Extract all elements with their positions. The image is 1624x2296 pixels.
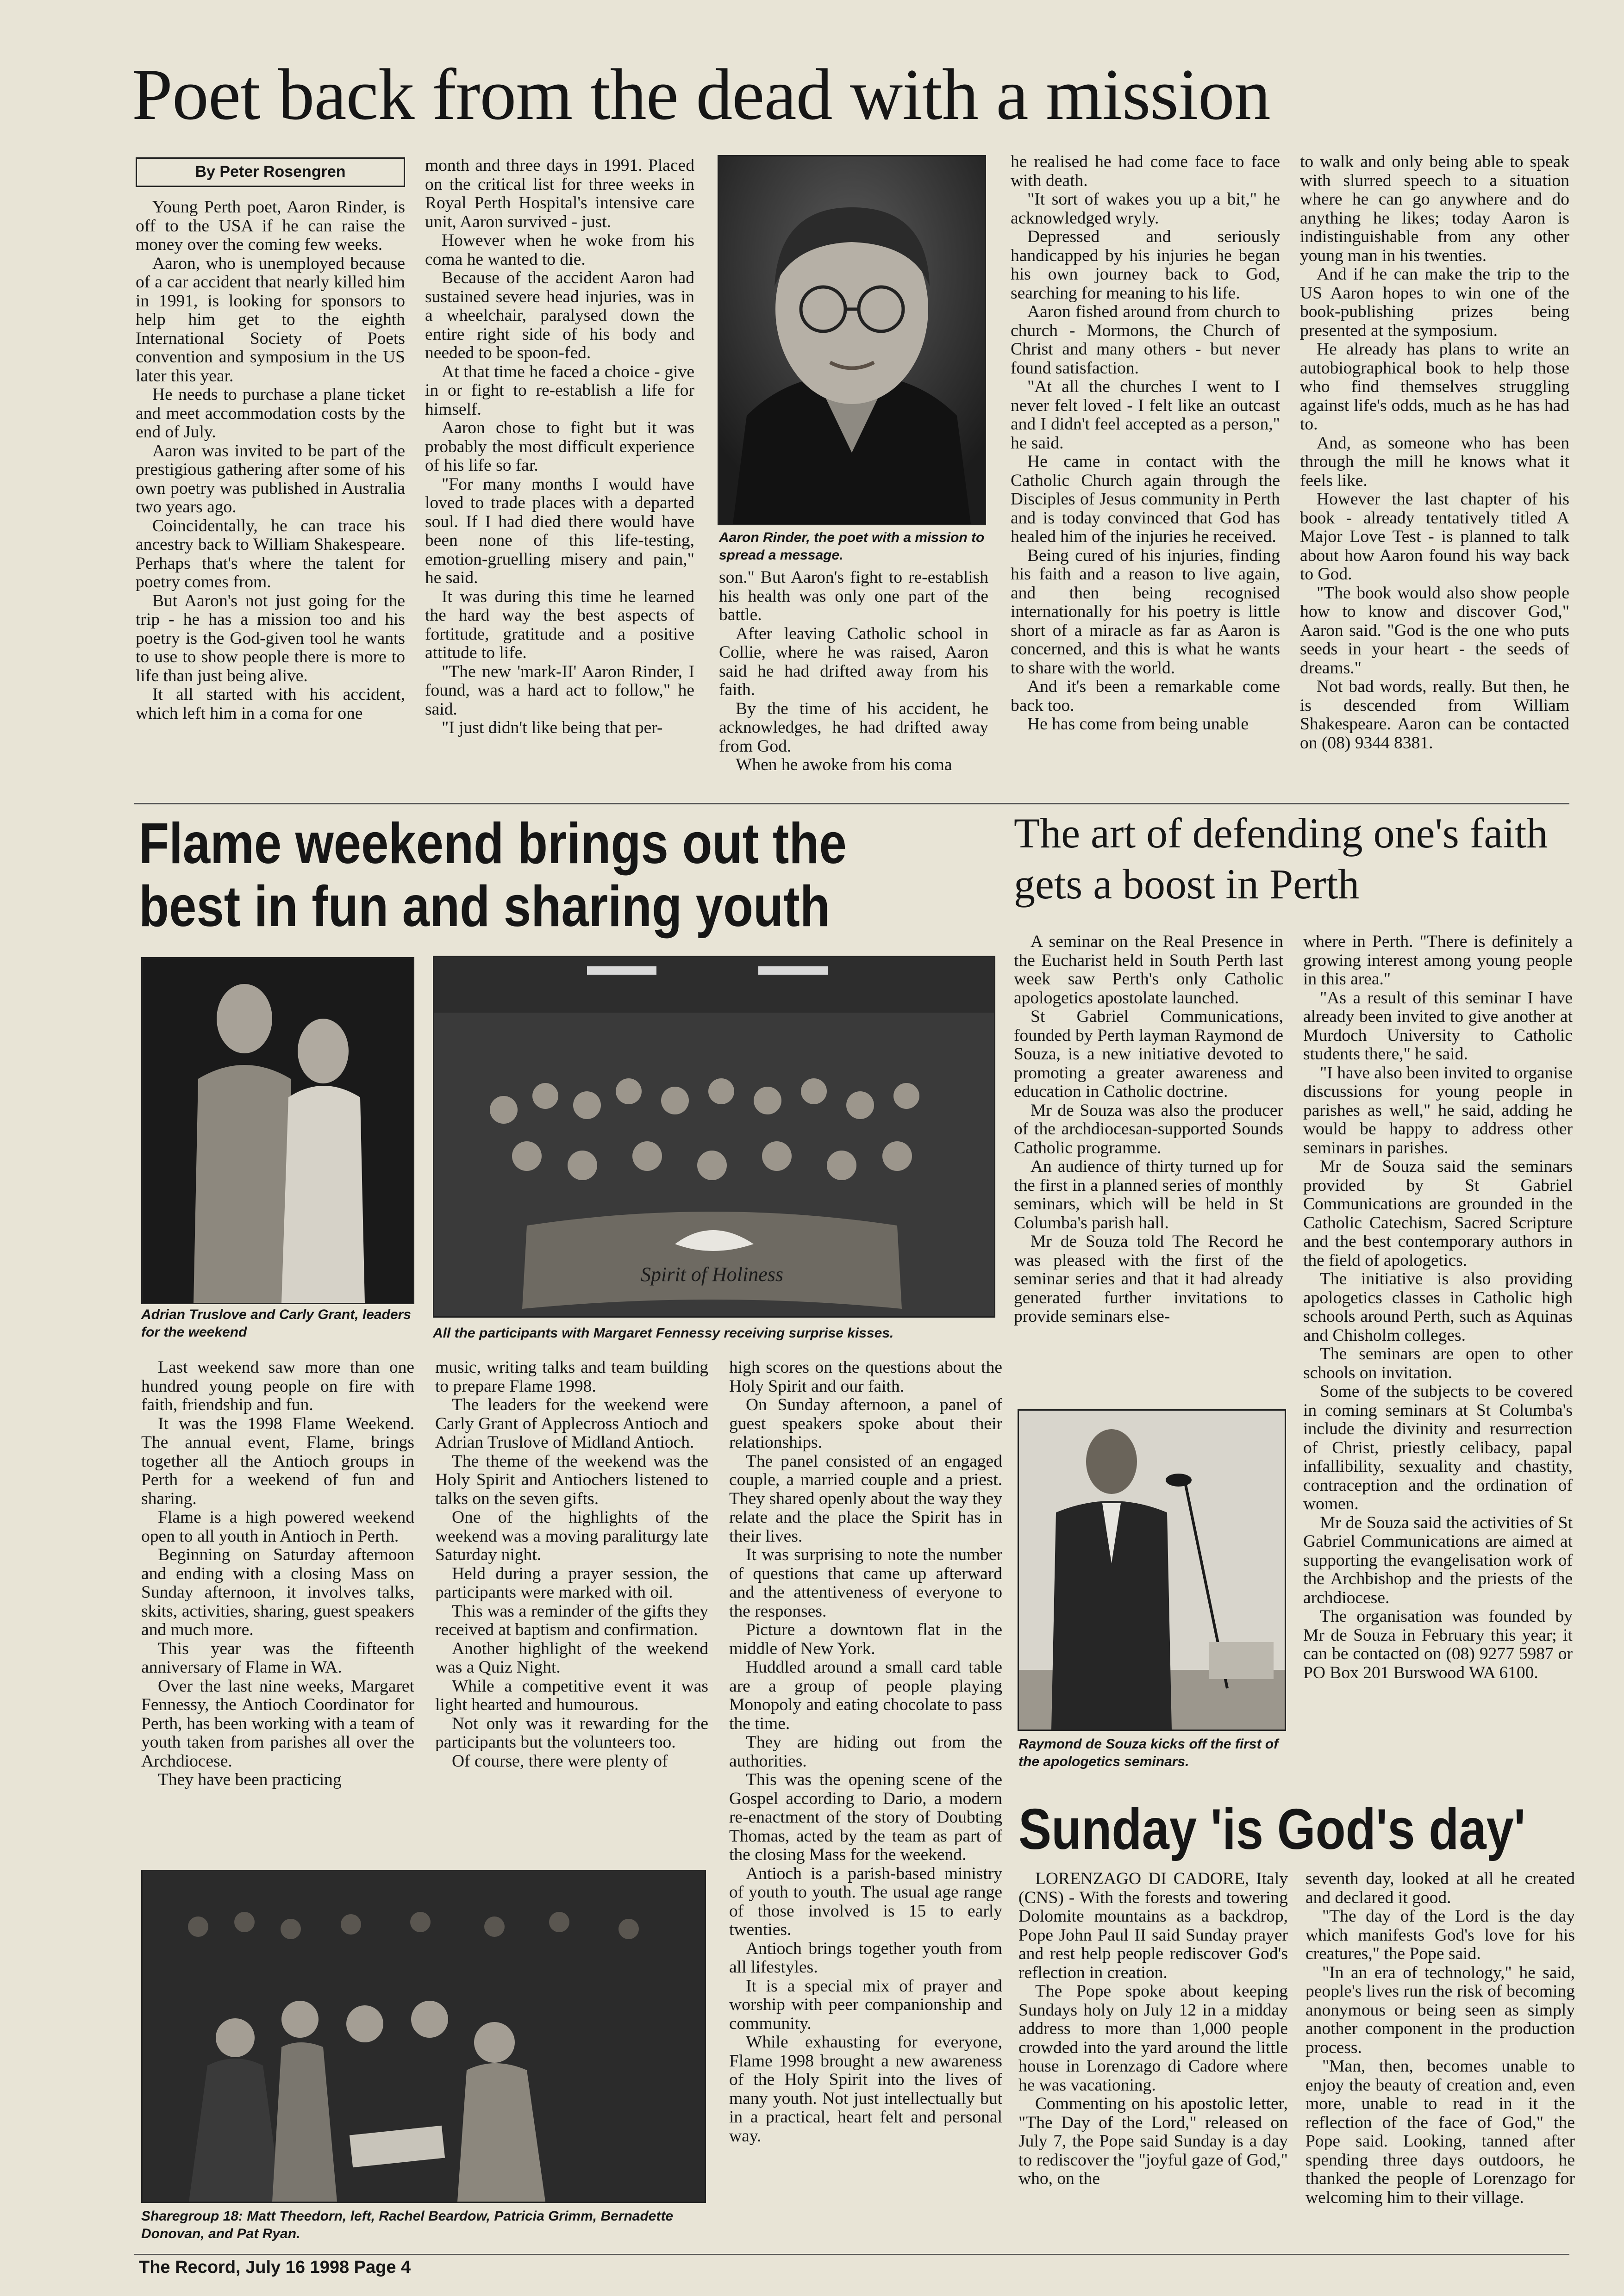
article1-byline: By Peter Rosengren xyxy=(136,157,405,187)
paragraph: Being cured of his injuries, finding his faith and a reason to live again, and then being recognised internationally for his poetry is little short of a miracle as far as Aaron is concerned, and this is what he wants to share with the world. xyxy=(1011,546,1280,678)
article1-column-4 xyxy=(1011,153,1280,734)
article1-column-5 xyxy=(1300,153,1569,753)
paragraph: music, writing talks and team building to prepare Flame 1998. xyxy=(435,1358,708,1396)
paragraph: to walk and only being able to speak with slurred speech to a situation where he can go anywhere and do anything he likes; today Aaron is indistinguishable from any other young man in his twenties. xyxy=(1300,152,1569,265)
paragraph: Because of the accident Aaron had sustained severe head injuries, was in a wheelchair, paralysed down the entire right side of his body and needed to be spoon-fed. xyxy=(425,268,694,362)
paragraph: The theme of the weekend was the Holy Spirit and Antiochers listened to talks on the seven gifts. xyxy=(435,1451,708,1508)
paragraph: month and three days in 1991. Placed on the critical list for three weeks in Royal Perth Hospital's intensive care unit, Aaron survived - just. xyxy=(425,156,694,231)
paragraph: Over the last nine weeks, Margaret Fennessy, the Antioch Coordinator for Perth, has been working with a team of youth taken from parishes all over the Archdiocese. xyxy=(141,1676,414,1771)
raymond-de-souza-photo xyxy=(1018,1409,1286,1731)
sharegroup-photo xyxy=(141,1870,706,2203)
paragraph: Aaron fished around from church to church - Mormons, the Church of Christ and many others - but never found satisfaction. xyxy=(1011,302,1280,378)
paragraph: Another highlight of the weekend was a Quiz Night. xyxy=(435,1639,708,1677)
article1-headline: Poet back from the dead with a mission xyxy=(132,54,1270,135)
paragraph: It all started with his accident, which left him in a coma for one xyxy=(136,685,405,723)
paragraph: Last weekend saw more than one hundred young people on fire with faith, friendship and fun. xyxy=(141,1358,414,1414)
article4-column-1 xyxy=(1018,1870,1288,2189)
paragraph: A seminar on the Real Presence in the Eucharist held in South Perth last week saw Perth's only Catholic apologetics apostolate launched. xyxy=(1014,932,1283,1008)
paragraph: "I have also been invited to organise discussions for young people in parishes as well," he said, adding he would be happy to address other seminars in parishes. xyxy=(1303,1063,1573,1157)
paragraph: "For many months I would have loved to trade places with a departed soul. If I had died there would have been none of this life-testing, emotion-gruelling misery and pain," he said. xyxy=(425,474,694,587)
article2-column-2 xyxy=(435,1358,708,1771)
paragraph: "The new 'mark-II' Aaron Rinder, I found, was a hard act to follow," he said. xyxy=(425,662,694,719)
leaders-photo-caption: Adrian Truslove and Carly Grant, leaders for the weekend xyxy=(141,1307,411,1340)
paragraph: He already has plans to write an autobiographical book to help those who find themselves struggling against life's odds, much as he has had to. xyxy=(1300,340,1569,434)
raymond-photo-caption: Raymond de Souza kicks off the first of the apologetics seminars. xyxy=(1018,1736,1279,1769)
paragraph: "In an era of technology," he said, people's lives run the risk of becoming anonymous or being seen as simply another component in the production process. xyxy=(1305,1963,1575,2057)
paragraph: "The day of the Lord is the day which manifests God's love for his creatures," the Pope said. xyxy=(1305,1907,1575,1963)
paragraph: Beginning on Saturday afternoon and ending with a closing Mass on Sunday afternoon, it involves talks, skits, activities, sharing, guest speakers and much more. xyxy=(141,1545,414,1639)
paragraph: It was the 1998 Flame Weekend. The annual event, Flame, brings together all the Antioch groups in Perth for a weekend of fun and sharing. xyxy=(141,1414,414,1508)
paragraph: Depressed and seriously handicapped by his injuries he began his own journey back to God, searching for meaning to his life. xyxy=(1011,227,1280,303)
article2-column-3 xyxy=(729,1358,1002,2146)
participants-photo xyxy=(433,956,995,1318)
paragraph: The organisation was founded by Mr de Souza in February this year; it can be contacted on (08) 9277 5987 or PO Box 201 Burswood WA 6100. xyxy=(1303,1607,1573,1682)
paragraph: But Aaron's not just going for the trip - he has a mission too and his poetry is the God-given tool he wants to use to show people there is more to life than just being alive. xyxy=(136,591,405,685)
paragraph: He came in contact with the Catholic Church again through the Disciples of Jesus community in Perth and is today convinced that God has healed him of the injuries he received. xyxy=(1011,452,1280,546)
section-divider xyxy=(134,803,1569,804)
paragraph: Aaron, who is unemployed because of a car accident that nearly killed him in 1991, is looking for sponsors to help him get to the eighth International Society of Poets convention and symposium in the US later this year. xyxy=(136,254,405,386)
paragraph: seventh day, looked at all he created and declared it good. xyxy=(1305,1869,1575,1907)
paragraph: After leaving Catholic school in Collie, where he was raised, Aaron said he had drifted away from his faith. xyxy=(719,624,988,699)
paragraph: They have been practicing xyxy=(158,1770,342,1789)
paragraph: where in Perth. "There is definitely a growing interest among young people in this area." xyxy=(1303,932,1573,989)
paragraph: Not bad words, really. But then, he is descended from William Shakespeare. Aaron can be contacted on (08) 9344 8381. xyxy=(1300,677,1569,753)
paragraph: The initiative is also providing apologetics classes in Catholic high schools around Perth, such as Aquinas and Chisholm colleges. xyxy=(1303,1269,1573,1345)
paragraph: Mr de Souza told The Record he was pleased with the first of the seminar series and that it had already generated further invitations to provide seminars else- xyxy=(1014,1232,1283,1326)
paragraph: Mr de Souza said the activities of St Gabriel Communications are aimed at supporting the evangelisation work of the Archbishop and the priests of the archdiocese. xyxy=(1303,1513,1573,1607)
paragraph: Mr de Souza was also the producer of the archdiocesan-supported Sounds Catholic programme. xyxy=(1014,1101,1283,1157)
paragraph: By the time of his accident, he acknowledges, he had drifted away from God. xyxy=(719,699,988,756)
page-footer: The Record, July 16 1998 Page 4 xyxy=(139,2258,411,2277)
article4-column-2 xyxy=(1305,1870,1575,2207)
paragraph: high scores on the questions about the Holy Spirit and our faith. xyxy=(729,1358,1002,1396)
article2-column-1 xyxy=(141,1358,414,1790)
sharegroup-photo-caption: Sharegroup 18: Matt Theedorn, left, Rachel Beardow, Patricia Grimm, Bernadette Donovan, and Pat Ryan. xyxy=(141,2209,674,2241)
paragraph: It was during this time he learned the hard way the best aspects of fortitude, gratitude and a positive attitude to life. xyxy=(425,587,694,662)
article3-column-2 xyxy=(1303,933,1573,1682)
paragraph: However the last chapter of his book - already tentatively titled A Major Love Test - is planned to talk about how Aaron found his way back to God. xyxy=(1300,490,1569,584)
article1-column-3 xyxy=(719,568,988,775)
paragraph: Picture a downtown flat in the middle of New York. xyxy=(729,1620,1002,1658)
paragraph: LORENZAGO DI CADORE, Italy (CNS) - With the forests and towering Dolomite mountains as a backdrop, Pope John Paul II said Sunday prayer and rest help people rediscover God's reflection in creation. xyxy=(1018,1869,1288,1982)
paragraph: Aaron was invited to be part of the prestigious gathering after some of his own poetry was published in Australia two years ago. xyxy=(136,441,405,516)
paragraph: "Man, then, becomes unable to enjoy the beauty of creation and, even more, unable to read in it the reflection of the face of God," the Pope said. Looking, tanned after spending three days outdoors, he thanked the people of Lorenzago for welcoming him to their village. xyxy=(1305,2057,1575,2207)
paragraph: And it's been a remarkable come back too. xyxy=(1011,677,1280,715)
footer-rule xyxy=(134,2254,1569,2255)
paragraph: When he awoke from his coma xyxy=(736,755,952,774)
paragraph: Some of the subjects to be covered in coming seminars at St Columba's include the divinity and resurrection of Christ, priestly celibacy, papal infallibility, sexuality and chastity, contraception and the ordination of women. xyxy=(1303,1382,1573,1513)
paragraph: "As a result of this seminar I have already been invited to give another at Murdoch University to Catholic students there," he said. xyxy=(1303,988,1573,1064)
article4-headline: Sunday 'is God's day' xyxy=(1018,1798,1526,1861)
paragraph: This was the opening scene of the Gospel according to Dario, a modern re-enactment of the story of Doubting Thomas, acted by the team as part of the closing Mass for the weekend. xyxy=(729,1770,1002,1864)
paragraph: Antioch brings together youth from all lifestyles. xyxy=(729,1939,1002,1977)
paragraph: They are hiding out from the authorities. xyxy=(729,1733,1002,1771)
participants-photo-caption: All the participants with Margaret Fennessy receiving surprise kisses. xyxy=(433,1325,894,1341)
paragraph: And, as someone who has been through the mill he knows what it feels like. xyxy=(1300,433,1569,490)
article2-headline: Flame weekend brings out the best in fun and sharing youth xyxy=(139,812,847,939)
paragraph: This was a reminder of the gifts they received at baptism and confirmation. xyxy=(435,1601,708,1639)
article3-headline xyxy=(1014,808,1574,909)
paragraph: While exhausting for everyone, Flame 1998 brought a new awareness of the Holy Spirit into the lives of many youth. Not just intellectually but in a practical, heart felt and personal way. xyxy=(729,2033,1002,2146)
paragraph: On Sunday afternoon, a panel of guest speakers spoke about their relationships. xyxy=(729,1395,1002,1452)
paragraph: "The book would also show people how to know and discover God," Aaron said. "God is the one who puts seeds in your heart - the seeds of dreams." xyxy=(1300,583,1569,678)
paragraph: son." But Aaron's fight to re-establish his health was only one part of the battle. xyxy=(719,568,988,624)
paragraph: It was surprising to note the number of questions that came up afterward and the attentiveness of everyone to the responses. xyxy=(729,1545,1002,1621)
paragraph: Young Perth poet, Aaron Rinder, is off to the USA if he can raise the money over the coming few weeks. xyxy=(136,198,405,254)
article1-photo-caption: Aaron Rinder, the poet with a mission to spread a message. xyxy=(719,530,985,563)
paragraph: Of course, there were plenty of xyxy=(452,1751,668,1771)
banner-text: Spirit of Holiness xyxy=(640,1263,784,1286)
paragraph: The seminars are open to other schools on invitation. xyxy=(1303,1344,1573,1382)
paragraph: The Pope spoke about keeping Sundays holy on July 12 in a midday address to more than 1,000 people crowded into the yard around the little house in Lorenzago di Cadore where he was vacationing. xyxy=(1018,1982,1288,2095)
paragraph: He needs to purchase a plane ticket and meet accommodation costs by the end of July. xyxy=(136,385,405,442)
paragraph: The panel consisted of an engaged couple, a married couple and a priest. They shared openly about the way they relate and the place the Spirit has in their lives. xyxy=(729,1451,1002,1546)
paragraph: Huddled around a small card table are a group of people playing Monopoly and eating chocolate to pass the time. xyxy=(729,1658,1002,1733)
paragraph: However when he woke from his coma he wanted to die. xyxy=(425,231,694,269)
paragraph: Not only was it rewarding for the participants but the volunteers too. xyxy=(435,1714,708,1752)
paragraph: One of the highlights of the weekend was a moving paraliturgy late Saturday night. xyxy=(435,1508,708,1564)
article3-column-1 xyxy=(1014,933,1283,1326)
paragraph: The leaders for the weekend were Carly Grant of Applecross Antioch and Adrian Truslove of Midland Antioch. xyxy=(435,1395,708,1452)
paragraph: It is a special mix of prayer and worship with peer companionship and community. xyxy=(729,1976,1002,2033)
paragraph: "At all the churches I went to I never felt loved - I felt like an outcast and I didn't feel accepted as a person," he said. xyxy=(1011,377,1280,453)
paragraph: He has come from being unable xyxy=(1027,715,1249,734)
paragraph: Mr de Souza said the seminars provided by St Gabriel Communications are grounded in the Catholic Catechism, Sacred Scripture and the best contemporary authors in the field of apologetics. xyxy=(1303,1157,1573,1270)
paragraph: This year was the fifteenth anniversary of Flame in WA. xyxy=(141,1639,414,1677)
paragraph: At that time he faced a choice - give in or fight to re-establish a life for himself. xyxy=(425,362,694,419)
article1-column-2 xyxy=(425,156,694,738)
article3-headline-text: The art of defending one's faith gets a boost in Perth xyxy=(1014,809,1548,908)
paragraph: Coincidentally, he can trace his ancestry back to William Shakespeare. Perhaps that's where the talent for poetry comes from. xyxy=(136,516,405,591)
paragraph: While a competitive event it was light hearted and humourous. xyxy=(435,1676,708,1714)
article1-column-1 xyxy=(136,198,405,723)
aaron-rinder-photo xyxy=(718,155,986,525)
paragraph: "It sort of wakes you up a bit," he acknowledged wryly. xyxy=(1011,190,1280,228)
paragraph: Flame is a high powered weekend open to all youth in Antioch in Perth. xyxy=(141,1508,414,1546)
paragraph: Aaron chose to fight but it was probably the most difficult experience of his life so far. xyxy=(425,418,694,475)
paragraph: he realised he had come face to face with death. xyxy=(1011,152,1280,190)
paragraph: Antioch is a parish-based ministry of youth to youth. The usual age range of those involved is 15 to early twenties. xyxy=(729,1864,1002,1939)
paragraph: And if he can make the trip to the US Aaron hopes to win one of the book-publishing prizes being presented at the symposium. xyxy=(1300,265,1569,340)
paragraph: An audience of thirty turned up for the first in a planned series of monthly seminars, which will be held in St Columba's parish hall. xyxy=(1014,1157,1283,1232)
leaders-photo xyxy=(141,957,414,1304)
paragraph: "I just didn't like being that per- xyxy=(442,718,663,737)
paragraph: Held during a prayer session, the participants were marked with oil. xyxy=(435,1564,708,1602)
paragraph: St Gabriel Communications, founded by Perth layman Raymond de Souza, is a new initiative devoted to promoting a greater awareness and education in Catholic doctrine. xyxy=(1014,1007,1283,1101)
paragraph: Commenting on his apostolic letter, "The Day of the Lord," released on July 7, the Pope said Sunday is a day to rediscover the "joyful gaze of God," who, on the xyxy=(1018,2094,1288,2188)
